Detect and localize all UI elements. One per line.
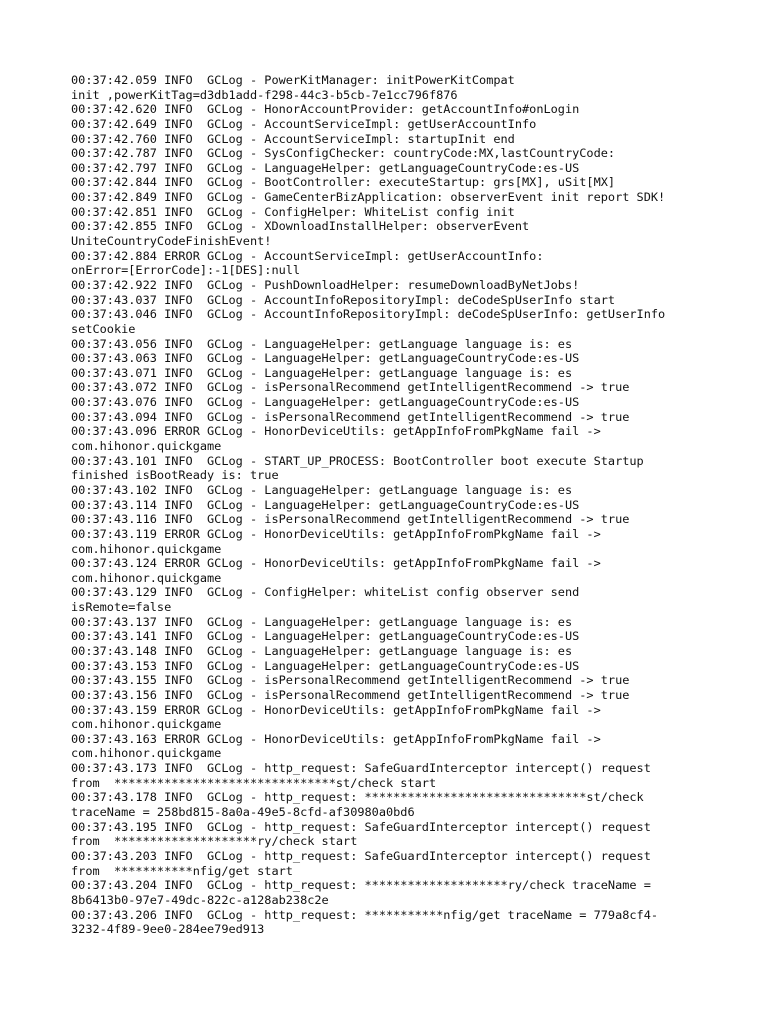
log-line: 00:37:43.114 INFO GCLog - LanguageHelper: getLanguageCountryCode:es-US <box>71 497 580 512</box>
log-line: com.hihonor.quickgame <box>71 541 222 556</box>
log-line: from ***********nfig/get start <box>71 863 293 878</box>
log-line: UniteCountryCodeFinishEvent! <box>71 234 272 249</box>
log-line: 00:37:43.096 ERROR GCLog - HonorDeviceUtils: getAppInfoFromPkgName fail -> <box>71 424 601 439</box>
log-line: 00:37:42.844 INFO GCLog - BootController: executeStartup: grs[MX], uSit[MX] <box>71 175 616 190</box>
log-line: 00:37:43.124 ERROR GCLog - HonorDeviceUtils: getAppInfoFromPkgName fail -> <box>71 556 601 571</box>
log-line: com.hihonor.quickgame <box>71 439 222 454</box>
log-line: 00:37:43.206 INFO GCLog - http_request: ***********nfig/get traceName = 779a8cf4- <box>71 907 659 922</box>
log-line: 00:37:43.063 INFO GCLog - LanguageHelper: getLanguageCountryCode:es-US <box>71 351 580 366</box>
log-line: 00:37:43.156 INFO GCLog - isPersonalRecommend getIntelligentRecommend -> true <box>71 687 630 702</box>
log-line: 00:37:42.787 INFO GCLog - SysConfigChecker: countryCode:MX,lastCountryCode: <box>71 146 616 161</box>
log-line: 00:37:43.046 INFO GCLog - AccountInfoRepositoryImpl: deCodeSpUserInfo: getUserInfo <box>71 307 666 322</box>
log-line: com.hihonor.quickgame <box>71 717 222 732</box>
log-line: isRemote=false <box>71 600 172 615</box>
log-line: 00:37:43.178 INFO GCLog - http_request: *******************************st/check <box>71 790 644 805</box>
log-line: 00:37:42.797 INFO GCLog - LanguageHelper: getLanguageCountryCode:es-US <box>71 160 580 175</box>
log-line: init ,powerKitTag=d3db1add-f298-44c3-b5cb-7e1cc796f876 <box>71 87 458 102</box>
log-line: 00:37:42.922 INFO GCLog - PushDownloadHelper: resumeDownloadByNetJobs! <box>71 277 580 292</box>
log-line: 00:37:43.037 INFO GCLog - AccountInfoRepositoryImpl: deCodeSpUserInfo start <box>71 292 616 307</box>
log-line: 00:37:43.116 INFO GCLog - isPersonalRecommend getIntelligentRecommend -> true <box>71 512 630 527</box>
log-line: com.hihonor.quickgame <box>71 746 222 761</box>
log-line: 00:37:43.101 INFO GCLog - START_UP_PROCESS: BootController boot execute Startup <box>71 453 644 468</box>
log-line: 8b6413b0-97e7-49dc-822c-a128ab238c2e <box>71 892 329 907</box>
log-document <box>71 73 711 937</box>
log-line: 00:37:43.204 INFO GCLog - http_request: ********************ry/check traceName = <box>71 878 651 893</box>
log-line: 00:37:42.649 INFO GCLog - AccountServiceImpl: getUserAccountInfo <box>71 116 537 131</box>
log-line: 00:37:42.059 INFO GCLog - PowerKitManager: initPowerKitCompat <box>71 73 515 87</box>
log-line: 00:37:43.071 INFO GCLog - LanguageHelper: getLanguage language is: es <box>71 365 573 380</box>
log-line: from *******************************st/check start <box>71 775 437 790</box>
log-line: 00:37:42.760 INFO GCLog - AccountServiceImpl: startupInit end <box>71 131 515 146</box>
log-line: 00:37:43.159 ERROR GCLog - HonorDeviceUtils: getAppInfoFromPkgName fail -> <box>71 702 601 717</box>
log-line: 00:37:43.102 INFO GCLog - LanguageHelper: getLanguage language is: es <box>71 482 573 497</box>
log-line: 00:37:42.855 INFO GCLog - XDownloadInstallHelper: observerEvent <box>71 219 530 234</box>
log-line: from ********************ry/check start <box>71 834 358 849</box>
log-line: 00:37:42.620 INFO GCLog - HonorAccountProvider: getAccountInfo#onLogin <box>71 102 580 117</box>
log-line: 00:37:43.155 INFO GCLog - isPersonalRecommend getIntelligentRecommend -> true <box>71 673 630 688</box>
log-line: 00:37:43.137 INFO GCLog - LanguageHelper: getLanguage language is: es <box>71 614 573 629</box>
log-line: 00:37:43.148 INFO GCLog - LanguageHelper: getLanguage language is: es <box>71 643 573 658</box>
log-line: com.hihonor.quickgame <box>71 570 222 585</box>
log-line: 00:37:42.851 INFO GCLog - ConfigHelper: WhiteList config init <box>71 204 515 219</box>
log-line: 00:37:43.076 INFO GCLog - LanguageHelper: getLanguageCountryCode:es-US <box>71 395 580 410</box>
log-line: 00:37:43.094 INFO GCLog - isPersonalRecommend getIntelligentRecommend -> true <box>71 409 630 424</box>
log-line: 00:37:43.153 INFO GCLog - LanguageHelper: getLanguageCountryCode:es-US <box>71 658 580 673</box>
log-line: 00:37:43.173 INFO GCLog - http_request: SafeGuardInterceptor intercept() request <box>71 761 651 776</box>
log-line: 00:37:43.203 INFO GCLog - http_request: SafeGuardInterceptor intercept() request <box>71 848 651 863</box>
log-line: 3232-4f89-9ee0-284ee79ed913 <box>71 922 265 937</box>
log-line: finished isBootReady is: true <box>71 468 279 483</box>
log-line: 00:37:43.141 INFO GCLog - LanguageHelper: getLanguageCountryCode:es-US <box>71 629 580 644</box>
log-line: 00:37:43.072 INFO GCLog - isPersonalRecommend getIntelligentRecommend -> true <box>71 380 630 395</box>
log-line: 00:37:43.129 INFO GCLog - ConfigHelper: whiteList config observer send <box>71 585 580 600</box>
log-line: 00:37:43.056 INFO GCLog - LanguageHelper: getLanguage language is: es <box>71 336 573 351</box>
log-line: onError=[ErrorCode]:-1[DES]:null <box>71 263 301 278</box>
log-line: 00:37:42.884 ERROR GCLog - AccountServiceImpl: getUserAccountInfo: <box>71 248 544 263</box>
log-line: 00:37:43.195 INFO GCLog - http_request: SafeGuardInterceptor intercept() request <box>71 819 651 834</box>
log-line: 00:37:43.119 ERROR GCLog - HonorDeviceUtils: getAppInfoFromPkgName fail -> <box>71 526 601 541</box>
log-line: setCookie <box>71 321 136 336</box>
log-line: 00:37:42.849 INFO GCLog - GameCenterBizApplication: observerEvent init report SDK! <box>71 190 666 205</box>
log-line: traceName = 258bd815-8a0a-49e5-8cfd-af30980a0bd6 <box>71 805 415 820</box>
log-line: 00:37:43.163 ERROR GCLog - HonorDeviceUtils: getAppInfoFromPkgName fail -> <box>71 731 601 746</box>
